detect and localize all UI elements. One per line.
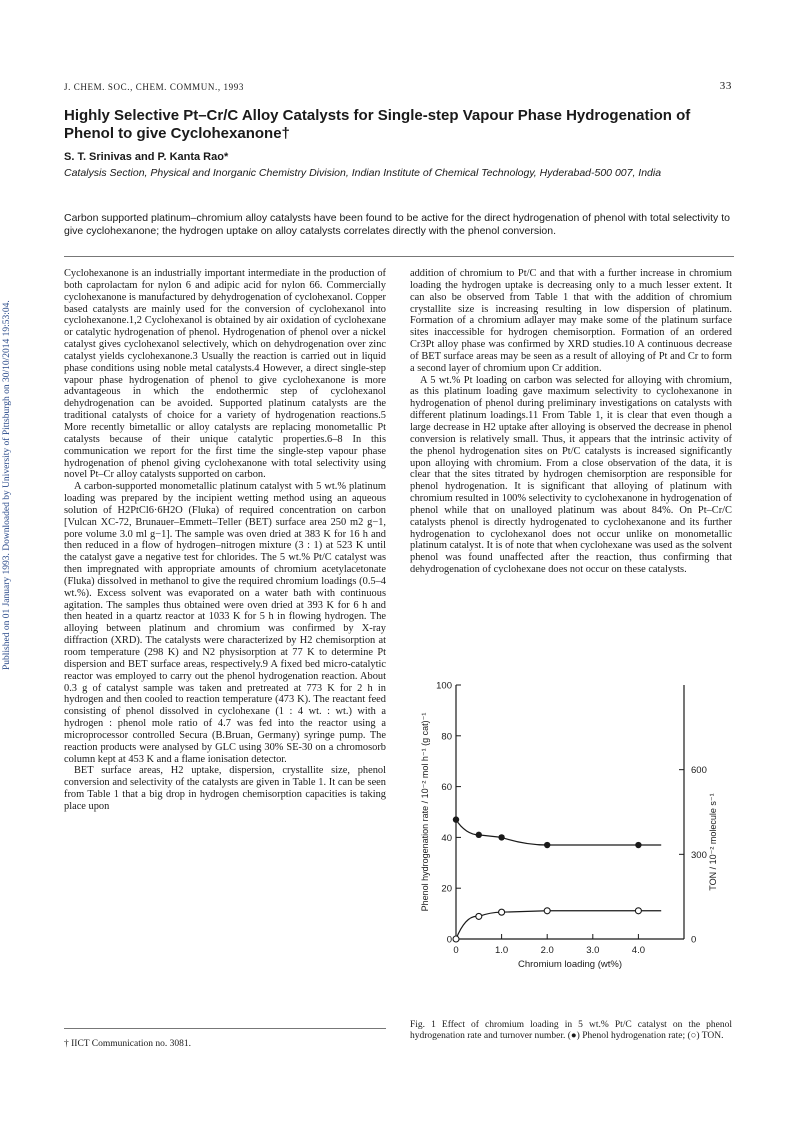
- y-tick-label: 80: [441, 731, 452, 743]
- paragraph: addition of chromium to Pt/C and that with a further increase in chromium loading the hydrogen uptake is decreasing only to a much lesser extent. It can also be observed from Table 1 that with the addition of chromium crystallite size is increasing resulting in low dispersion of platinum. Formation of a chromium adlayer may make some of the platinum surface sites inaccessible for hydrogen chemisorption. Formation of an ordered Cr3Pt alloy phase was confirmed by XRD studies.10 A continuous decrease of BET surface areas may be seen as a result of alloying of Pt and Cr to form a second layer of chromium upon Cr addition.: [410, 268, 732, 374]
- y-tick-label: 60: [441, 782, 452, 794]
- y2-axis-label: TON / 10⁻² molecule s⁻¹: [708, 793, 718, 891]
- download-notice: [2, 250, 16, 670]
- journal-name: J. CHEM. SOC., CHEM. COMMUN., 1993: [64, 82, 244, 92]
- rate-data-point: [498, 834, 504, 840]
- x-tick-label: 1.0: [494, 945, 509, 956]
- x-tick-label: 4.0: [631, 945, 646, 956]
- rate-data-point: [453, 816, 459, 822]
- article-authors: S. T. Srinivas and P. Kanta Rao*: [64, 151, 229, 163]
- left-column: [64, 268, 386, 813]
- ton-data-point: [544, 908, 550, 914]
- footnote-divider: [64, 1028, 386, 1029]
- paragraph: Cyclohexanone is an industrially important intermediate in the production of both caprolactam for nylon 6 and adipic acid for nylon 66. Commercially cyclohexanone is manufactured by dehydrogenation of cyclohexanol. Copper based catalysts are mainly used for the conversion of cyclohexanol into cyclohexanone.1,2 Cyclohexanol is obtained by air oxidation of cyclohexane or catalytic hydrogenation of phenol. Hydrogenation of phenol over a nickel catalyst gives cyclohexanol selectively, which on dehydrogenation over zinc catalyst yields cyclohexanone.3 Usually the reaction is carried out in liquid phase conditions using noble metal catalysts.4 However, a direct single-step vapour phase hydrogenation of phenol to give cyclohexanone is more advantageous in which the endothermic step of cyclohexanol dehydrogenation can be avoided. Supported platinum catalysts are the traditional catalysts of choice for a variety of hydrogenation reactions.5 More recently bimetallic or alloy catalysts are replacing monometallic Pt catalysts because of their unique catalytic properties.6–8 In this communication we report for the first time the single-step vapour phase hydrogenation of phenol giving cyclohexanone with total selectivity using novel Pt–Cr alloy catalysts supported on carbon.: [64, 268, 386, 481]
- running-head: [64, 80, 732, 94]
- x-tick-label: 0: [453, 945, 459, 956]
- article-affiliation: Catalysis Section, Physical and Inorganic Chemistry Division, Indian Institute of Chemical Technology, Hyderabad-500 007, India: [64, 167, 662, 179]
- ton-data-point: [453, 936, 459, 942]
- y-tick-label: 40: [441, 832, 452, 844]
- paragraph: BET surface areas, H2 uptake, dispersion, crystallite size, phenol conversion and selectivity of the catalysts are given in Table 1. It can be seen from Table 1 that a big drop in hydrogen chemisorption capacities is taking place upon: [64, 765, 386, 812]
- y-axis-label: Phenol hydrogenation rate / 10⁻² mol h⁻¹ (g cat)⁻¹: [420, 712, 430, 912]
- rate-data-point: [476, 832, 482, 838]
- y2-tick-label: 600: [691, 765, 707, 777]
- y-tick-label: 20: [441, 883, 452, 895]
- ton-data-point: [635, 908, 641, 914]
- y-tick-label: 0: [446, 934, 452, 946]
- article-title: Highly Selective Pt–Cr/C Alloy Catalysts for Single-step Vapour Phase Hydrogenation of Phenol to give Cyclohexanone†: [64, 107, 691, 142]
- figure-1-chart: [410, 655, 732, 1013]
- y2-tick-label: 300: [691, 849, 707, 861]
- right-column: [410, 268, 732, 576]
- ton-curve: [456, 911, 661, 939]
- rate-data-point: [635, 842, 641, 848]
- download-notice-text: Published on 01 January 1993. Downloaded by University of Pittsburgh on 30/10/2014 19:53:04.: [2, 300, 12, 670]
- rate-data-point: [544, 842, 550, 848]
- rate-curve: [456, 820, 661, 845]
- y-tick-label: 100: [436, 680, 452, 692]
- abstract-divider: [64, 256, 734, 257]
- x-tick-label: 3.0: [586, 945, 600, 956]
- y2-tick-label: 0: [691, 934, 697, 946]
- x-axis-label: Chromium loading (wt%): [517, 959, 623, 970]
- paragraph: A 5 wt.% Pt loading on carbon was selected for alloying with chromium, as this platinum loading gave maximum selectivity to cyclohexanone in hydrogenation of phenol during preliminary investigations on catalysts with different platinum loadings.11 From Table 1, it is clear that even though a large decrease in H2 uptake after alloying is observed the decrease in phenol conversion is relatively small. Thus, it appears that the intrinsic activity of the phenol hydrogenation sites on Pt/C catalysts is increased significantly upon alloying with chromium. From a close observation of the data, it is clear that the sites titrated by hydrogen chemisorption are responsible for phenol hydrogenation. It is significant that alloying of platinum with chromium resulted in 100% selectivity to cyclohexanone in hydrogenation of phenol while that on unalloyed platinum was about 84%. On Pt–Cr/C catalysts phenol is directly hydrogenated to cyclohexanone and its further hydrogenation to cyclohexanol does not occur unlike on monometallic platinum catalyst. It is of note that when cyclohexane was used as the solvent phenol was found unaffected after the reaction, thus confirming that dehydrogenation of cyclohexane does not occur on these catalysts.: [410, 374, 732, 576]
- ton-data-point: [499, 909, 505, 915]
- footnote: † IICT Communication no. 3081.: [64, 1039, 192, 1049]
- article-abstract: Carbon supported platinum–chromium alloy catalysts have been found to be active for the direct hydrogenation of phenol with total selectivity to give cyclohexanone; the hydrogen uptake on alloy catalysts correlates directly with the phenol conversion.: [64, 212, 730, 237]
- figure-1: [410, 655, 732, 1013]
- ton-data-point: [476, 913, 482, 919]
- figure-caption: Fig. 1 Effect of chromium loading in 5 wt.% Pt/C catalyst on the phenol hydrogenation rate and turnover number. (●) Phenol hydrogenation rate; (○) TON.: [410, 1020, 732, 1041]
- x-tick-label: 2.0: [540, 945, 554, 956]
- page-number: 33: [719, 80, 732, 92]
- paragraph: A carbon-supported monometallic platinum catalyst with 5 wt.% platinum loading was prepared by the incipient wetting method using an aqueous solution of H2PtCl6·6H2O (Fluka) of required concentration on carbon [Vulcan XC-72, Brunauer–Emmett–Teller (BET) surface area 250 m2 g−1, pore volume 3.0 ml g−1]. The sample was oven dried at 383 K for 16 h and then reduced in a flow of hydrogen–nitrogen mixture (3 : 1) at 523 K until the catalyst gave a negative test for chlorides. The 5 wt.% Pt/C catalyst was then impregnated with appropriate amounts of chromium acetylacetonate (Fluka) dissolved in methanol to give the required chromium loadings (0.5–4 wt.%). Excess solvent was evaporated on a water bath with continuous agitation. The samples thus obtained were oven dried at 393 K for 6 h and then heated in a quartz reactor at 1033 K for 5 h in flowing hydrogen. The alloying between platinum and chromium was confirmed by X-ray diffraction (XRD). The catalysts were characterized by H2 chemisorption at room temperature (298 K) and N2 physisorption at 77 K to determine Pt dispersion and BET surface areas, respectively.9 A fixed bed micro-catalytic reactor was employed to carry out the phenol hydrogenation reaction. About 0.3 g of catalyst sample was taken and pretreated at 773 K for 2 h in hydrogen and then cooled to reaction temperature (473 K). The reactant feed consisting of phenol dissolved in cyclohexane (1 : 4 wt. : wt.) with a hydrogen : phenol mole ratio of 4.7 was fed into the reactor using a microprocessor controlled Secura (B.Bruan, Germany) syringe pump. The reaction products were analysed by GLC using 30% SE-30 on a chromosorb column kept at 453 K and a flame ionisation detector.: [64, 481, 386, 765]
